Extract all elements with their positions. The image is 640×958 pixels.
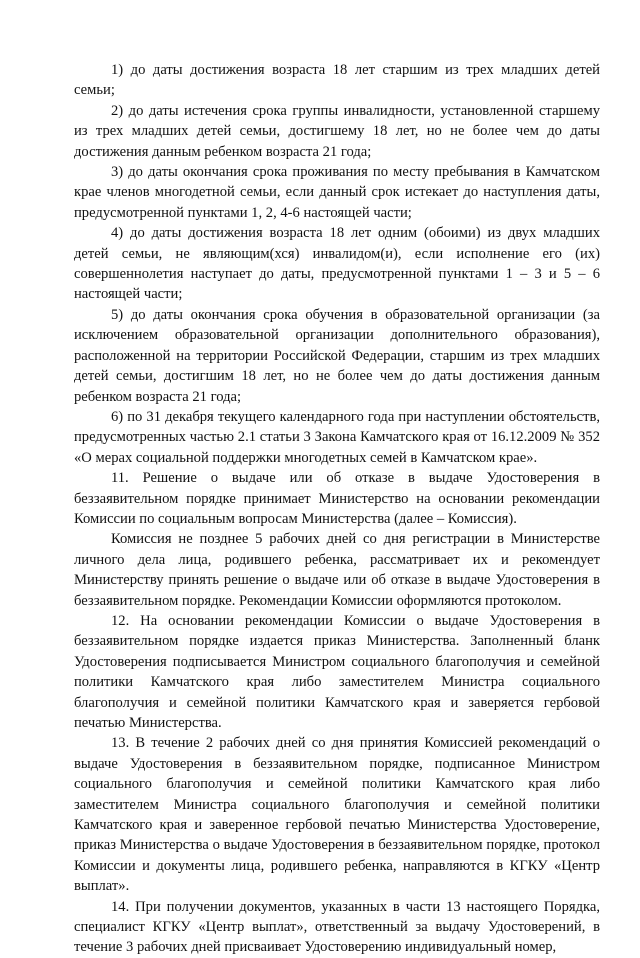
paragraph-commission: Комиссия не позднее 5 рабочих дней со дня регистрации в Министерстве личного дела лица, родившего ребенка, рассматривает их и рекомендует Министерству принять решение о выдаче или об отказе в выдаче Удостоверения в беззаявительном порядке. Рекомендации Комиссии оформляются протоколом.	[74, 531, 600, 609]
paragraph-section-11: 11. Решение о выдаче или об отказе в выдаче Удостоверения в беззаявительном порядке принимает Министерство на основании рекомендации Комиссии по социальным вопросам Министерства (далее – Комиссия).	[74, 470, 600, 527]
document-page	[74, 60, 600, 958]
paragraph-item-4: 4) до даты достижения возраста 18 лет одним (обоими) из двух младших детей семьи, не являющим(хся) инвалидом(и), если исполнение его (их) совершеннолетия наступает до даты, предусмотренной пунктами 1 – 3 и 5 – 6 настоящей части;	[74, 225, 600, 303]
paragraph-section-12: 12. На основании рекомендации Комиссии о выдаче Удостоверения в беззаявительном порядке издается приказ Министерства. Заполненный бланк Удостоверения подписывается Министром социального благополучия и семейной политики Камчатского края либо заместителем Министра социального благополучия и семейной политики Камчатского края и заверяется гербовой печатью Министерства.	[74, 612, 600, 731]
paragraph-item-6: 6) по 31 декабря текущего календарного года при наступлении обстоятельств, предусмотренных частью 2.1 статьи 3 Закона Камчатского края от 16.12.2009 № 352 «О мерах социальной поддержки многодетных семей в Камчатском крае».	[74, 408, 600, 466]
paragraph-item-2: 2) до даты истечения срока группы инвалидности, установленной старшему из трех младших детей семьи, достигшему 18 лет, но не более чем до даты достижения данным ребенком возраста 21 года;	[74, 102, 600, 160]
paragraph-item-3: 3) до даты окончания срока проживания по месту пребывания в Камчатском крае членов многодетной семьи, если данный срок истекает до наступления даты, предусмотренной пунктами 1, 2, 4-6 настоящей части;	[74, 164, 600, 221]
paragraph-section-14: 14. При получении документов, указанных в части 13 настоящего Порядка, специалист КГКУ «Центр выплат», ответственный за выдачу Удостоверений, в течение 3 рабочих дней присваивает Удостоверению индивидуальный номер,	[74, 898, 600, 956]
paragraph-section-13: 13. В течение 2 рабочих дней со дня принятия Комиссией рекомендаций о выдаче Удостоверения в беззаявительном порядке, подписанное Министром социального благополучия и семейной политики Камчатского края либо заместителем Министра социального благополучия и семейной политики Камчатского края и заверенное гербовой печатью Министерства Удостоверение, приказ Министерства о выдаче Удостоверения в беззаявительном порядке, протокол Комиссии и документы лица, родившего ребенка, направляются в КГКУ «Центр выплат».	[74, 735, 600, 895]
paragraph-item-5: 5) до даты окончания срока обучения в образовательной организации (за исключением образовательной организации дополнительного образования), расположенной на территории Российской Федерации, старшим из трех младших детей семьи, достигшим 18 лет, но не более чем до даты достижения данным ребенком возраста 21 года;	[74, 306, 600, 405]
paragraph-item-1: 1) до даты достижения возраста 18 лет старшим из трех младших детей семьи;	[74, 62, 600, 99]
